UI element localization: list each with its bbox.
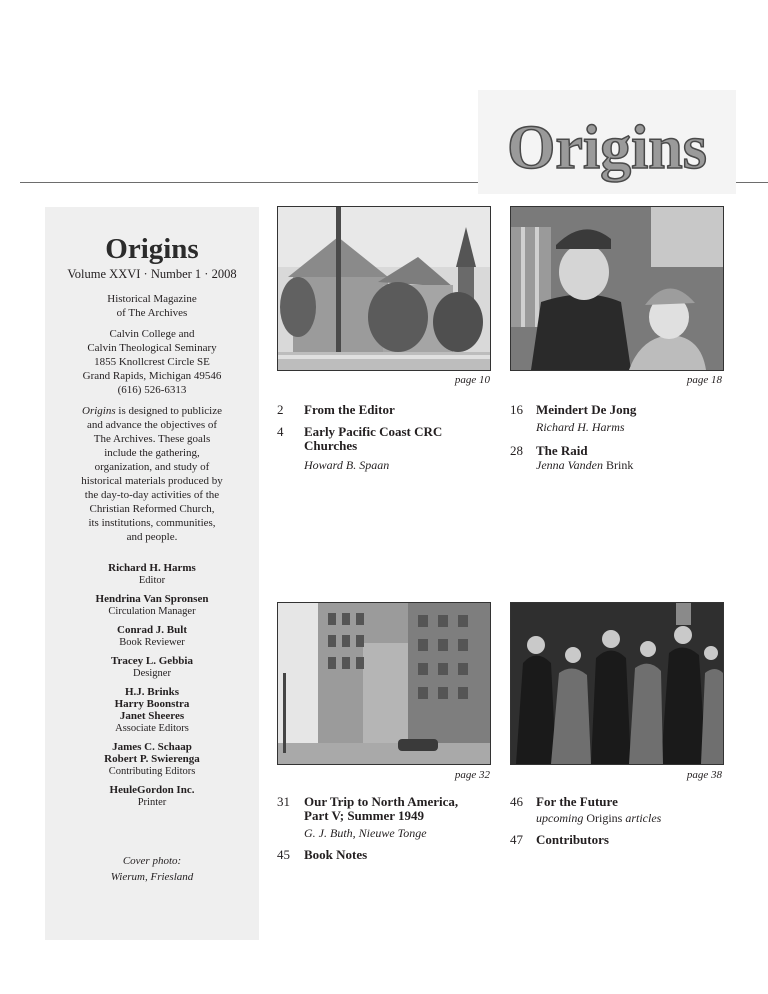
toc-subtitle-italic: upcoming	[536, 811, 584, 825]
toc-page-number: 16	[510, 402, 523, 417]
caption-page-32: page 32	[454, 769, 490, 781]
mission-line: include the gathering,	[104, 447, 200, 459]
photo-crowd	[510, 602, 724, 765]
toc-subtitle	[536, 811, 661, 826]
staff-role: Designer	[133, 668, 171, 679]
tagline-2: of The Archives	[116, 307, 188, 319]
toc-page-number: 31	[277, 794, 290, 809]
toc-author: Howard B. Spaan	[304, 458, 390, 472]
caption-page-38: page 38	[686, 769, 722, 781]
mission-line: its institutions, communities,	[88, 517, 216, 529]
mission-line: and people.	[126, 531, 178, 543]
staff-name: James C. Schaap	[112, 741, 192, 753]
staff-name: Hendrina Van Spronsen	[95, 593, 209, 605]
staff-role: Printer	[137, 797, 167, 808]
caption-page-18: page 18	[686, 374, 722, 386]
toc-page-number: 47	[510, 832, 523, 847]
masthead-logo	[478, 90, 736, 194]
address-line: Grand Rapids, Michigan 49546	[82, 370, 222, 382]
toc-author-roman: Brink	[602, 458, 634, 472]
sidebar-logo-text: Origins	[105, 233, 199, 265]
staff-role: Contributing Editors	[108, 766, 196, 777]
mission-line: organization, and study of	[94, 461, 210, 473]
volume-line: Volume XXVI · Number 1 · 2008	[67, 267, 237, 281]
staff-name: Janet Sheeres	[119, 710, 185, 722]
toc-author: Richard H. Harms	[536, 420, 625, 434]
address-line: 1855 Knollcrest Circle SE	[94, 356, 210, 368]
staff-name: Tracey L. Gebbia	[111, 655, 193, 667]
toc-page-number: 45	[277, 847, 290, 862]
cover-photo-label: Cover photo:	[122, 855, 182, 867]
toc-entry-book-notes[interactable]: Book Notes	[304, 847, 368, 862]
photo-church-building	[277, 206, 491, 371]
toc-page-number: 46	[510, 794, 523, 809]
address-line: Calvin College and	[109, 328, 195, 340]
toc-entry-from-the-editor[interactable]: From the Editor	[304, 402, 395, 417]
staff-name: Harry Boonstra	[114, 698, 190, 710]
toc-entry-early-pacific-coast[interactable]: Early Pacific Coast CRC	[304, 424, 443, 439]
sidebar-logo	[45, 225, 259, 265]
toc-entry-our-trip[interactable]: Our Trip to North America,	[304, 794, 459, 809]
mission-line: historical materials produced by	[81, 475, 223, 487]
staff-name: Robert P. Swierenga	[104, 753, 200, 765]
masthead-logo-text: Origins	[507, 114, 707, 182]
toc-page-number: 2	[277, 402, 284, 417]
staff-name: H.J. Brinks	[124, 686, 180, 698]
staff-role: Book Reviewer	[119, 637, 185, 648]
toc-page-number: 28	[510, 443, 523, 458]
address-line: Calvin Theological Seminary	[87, 342, 217, 354]
mission-text: is designed to publicize	[115, 405, 222, 417]
cover-photo-place: Wierum, Friesland	[110, 871, 194, 883]
toc-entry-for-the-future[interactable]: For the Future	[536, 794, 618, 809]
toc-subtitle-italic: articles	[625, 811, 662, 825]
toc-author	[536, 458, 633, 473]
mission-line	[45, 405, 259, 418]
staff-role: Associate Editors	[115, 723, 189, 734]
address-line: (616) 526-6313	[117, 384, 187, 396]
toc-author: G. J. Buth, Nieuwe Tonge	[304, 826, 427, 840]
toc-subtitle-roman: Origins	[583, 811, 626, 825]
mission-line: The Archives. These goals	[93, 433, 211, 445]
toc-entry-early-pacific-coast-line2[interactable]: Churches	[304, 438, 358, 453]
toc-entry-meindert-de-jong[interactable]: Meindert De Jong	[536, 402, 637, 417]
toc-author-italic: Jenna Vanden	[536, 458, 603, 472]
mission-line: Christian Reformed Church,	[89, 503, 215, 515]
mission-line: the day-to-day activities of the	[84, 489, 220, 501]
tagline-1: Historical Magazine	[107, 293, 197, 305]
toc-entry-our-trip-line2[interactable]: Part V; Summer 1949	[304, 808, 425, 823]
mission-origins: Origins	[82, 405, 116, 417]
photo-two-children	[510, 206, 724, 371]
toc-page-number: 4	[277, 424, 284, 439]
staff-name: HeuleGordon Inc.	[109, 784, 195, 796]
staff-role: Circulation Manager	[108, 606, 196, 617]
staff-role: Editor	[138, 575, 166, 586]
toc-entry-contributors[interactable]: Contributors	[536, 832, 609, 847]
masthead-rule	[20, 182, 478, 183]
sidebar-colophon	[45, 207, 259, 940]
staff-name: Richard H. Harms	[108, 562, 196, 574]
mission-line: and advance the objectives of	[86, 419, 218, 431]
toc-entry-the-raid[interactable]: The Raid	[536, 443, 588, 458]
photo-city-building	[277, 602, 491, 765]
masthead-rule-right	[736, 182, 768, 183]
caption-page-10: page 10	[454, 374, 490, 386]
staff-name: Conrad J. Bult	[117, 624, 187, 636]
